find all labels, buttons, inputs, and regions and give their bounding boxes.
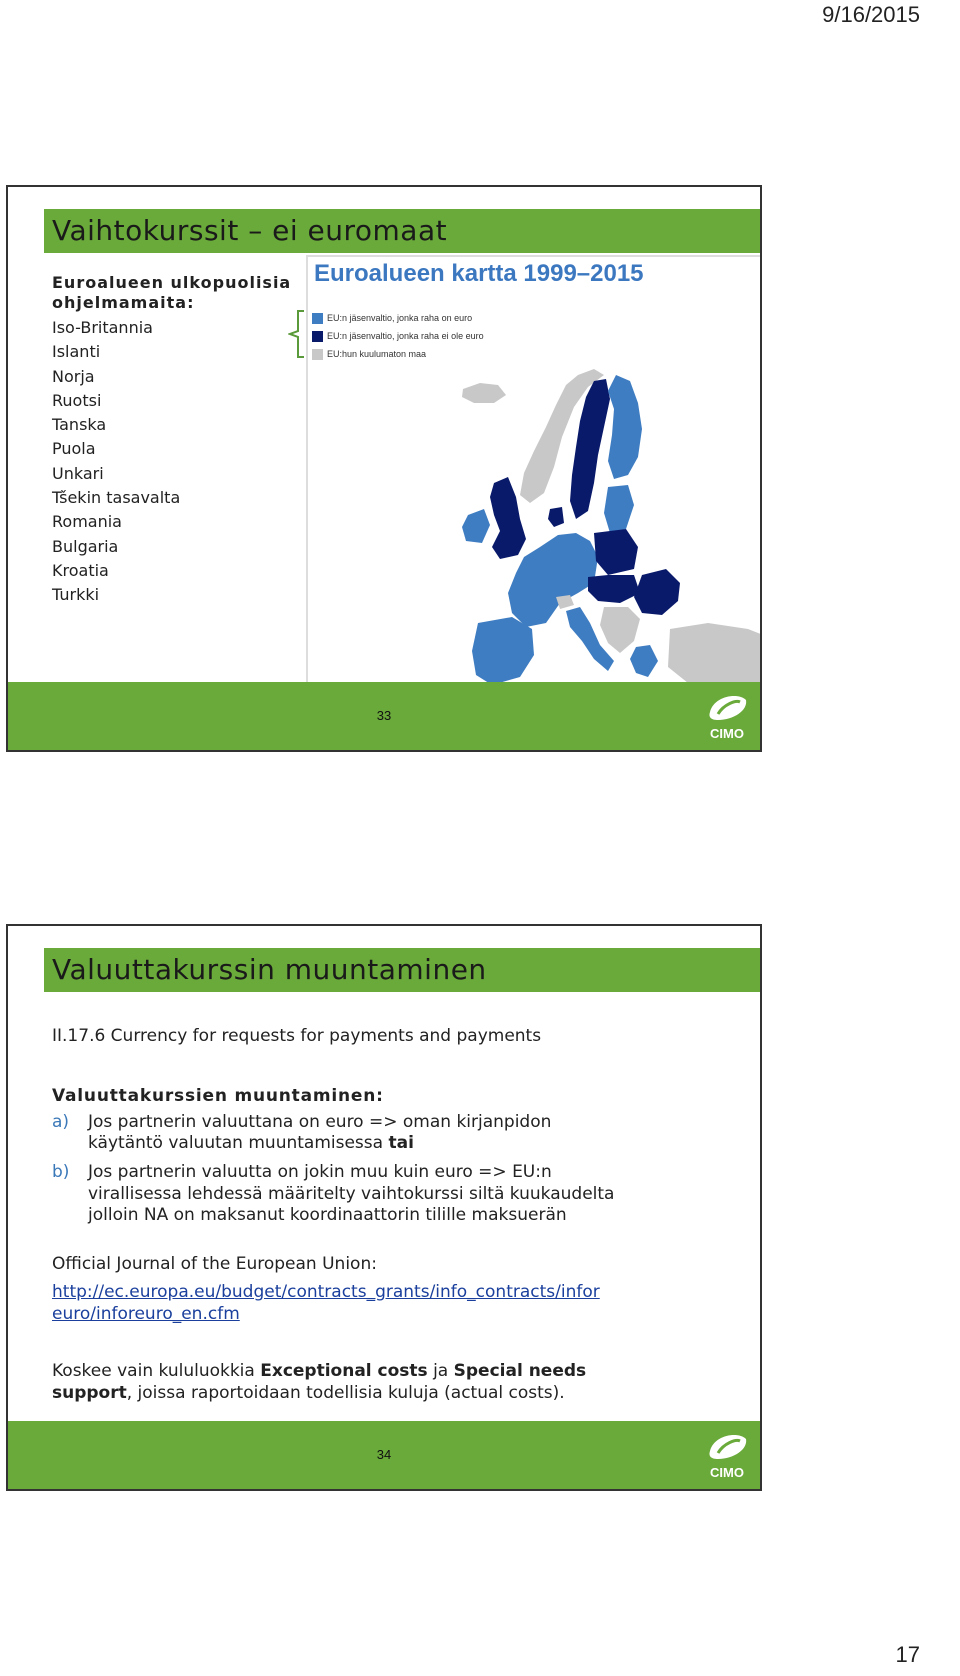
list-item: Unkari [52,463,104,483]
legend-label: EU:hun kuulumaton maa [327,349,427,359]
slide-title-bar [44,209,760,253]
cimo-logo-icon [704,690,750,742]
item-label: b) [52,1162,70,1182]
slide-number: 33 [376,708,392,723]
note-emphasis: support [52,1383,127,1403]
item-text: Jos partnerin valuutta on jokin muu kuin euro => EU:n [88,1162,552,1182]
legend-label: EU:n jäsenvaltio, jonka raha ei ole euro [327,331,484,341]
list-item-b [52,1162,614,1227]
slide-34 [6,924,762,1491]
list-item: Kroatia [52,560,109,580]
list-item: Tanska [52,415,107,435]
item-emphasis: tai [388,1133,414,1153]
slide-title-bar [44,948,760,992]
list-item: Iso-Britannia [52,318,153,337]
note-emphasis: Special needs [453,1361,587,1381]
slide-33 [6,185,762,752]
cimo-logo-icon [704,1429,750,1481]
list-item: Romania [52,512,122,532]
europe-map-icon [308,257,762,687]
item-text: Jos partnerin valuuttana on euro => oman kirjanpidon [88,1112,552,1132]
list-item: Puola [52,439,96,459]
list-item-a [52,1112,551,1154]
list-heading-line-1: Euroalueen ulkopuolisia [52,273,292,292]
slide-footer [8,682,760,750]
list-item: Islanti [52,342,101,362]
list-item: Ruotsi [52,390,102,410]
legend-brace-icon [288,309,306,359]
link-line[interactable]: euro/inforeuro_en.cfm [52,1304,240,1324]
country-list [52,273,291,608]
note-text: ja [427,1361,454,1381]
list-item: Tšekin tasavalta [52,488,181,508]
section-heading: Valuuttakurssien muuntaminen: [52,1086,384,1106]
list-heading [52,273,291,313]
official-journal-label: Official Journal of the European Union: [52,1254,377,1274]
legend-label: EU:n jäsenvaltio, jonka raha on euro [327,313,473,323]
slide-title: Vaihtokurssit – ei euromaat [52,214,448,247]
list-item: Bulgaria [52,536,119,556]
item-text: käytäntö valuutan muuntamisessa [88,1133,389,1153]
item-text: jolloin NA on maksanut koordinaattorin tilille maksuerän [88,1205,567,1225]
list-item: Turkki [52,585,100,605]
map-title: Euroalueen kartta 1999–2015 [314,260,644,287]
note-emphasis: Exceptional costs [260,1361,428,1381]
item-label: a) [52,1112,70,1132]
page-number: 17 [895,1642,920,1667]
svg-text:CIMO: CIMO [710,726,744,741]
list-heading-line-2: ohjelmamaita: [52,293,195,312]
list-item: Norja [52,366,95,386]
subtitle: II.17.6 Currency for requests for payments and payments [52,1026,542,1046]
slide-title: Valuuttakurssin muuntaminen [52,953,487,986]
eurozone-map-figure [306,255,762,687]
inforeuro-link[interactable] [52,1281,600,1325]
cost-note [52,1360,586,1404]
page-date: 9/16/2015 [822,2,920,27]
note-text: Koskee vain kululuokkia [52,1361,261,1381]
note-text: , joissa raportoidaan todellisia kuluja (actual costs). [126,1383,565,1403]
item-text: virallisessa lehdessä määritelty vaihtokurssi siltä kuukaudelta [88,1183,615,1204]
slide-number: 34 [376,1447,392,1462]
svg-text:CIMO: CIMO [710,1465,744,1480]
slide-footer [8,1421,760,1489]
link-line[interactable]: http://ec.europa.eu/budget/contracts_grants/info_contracts/infor [52,1282,600,1302]
